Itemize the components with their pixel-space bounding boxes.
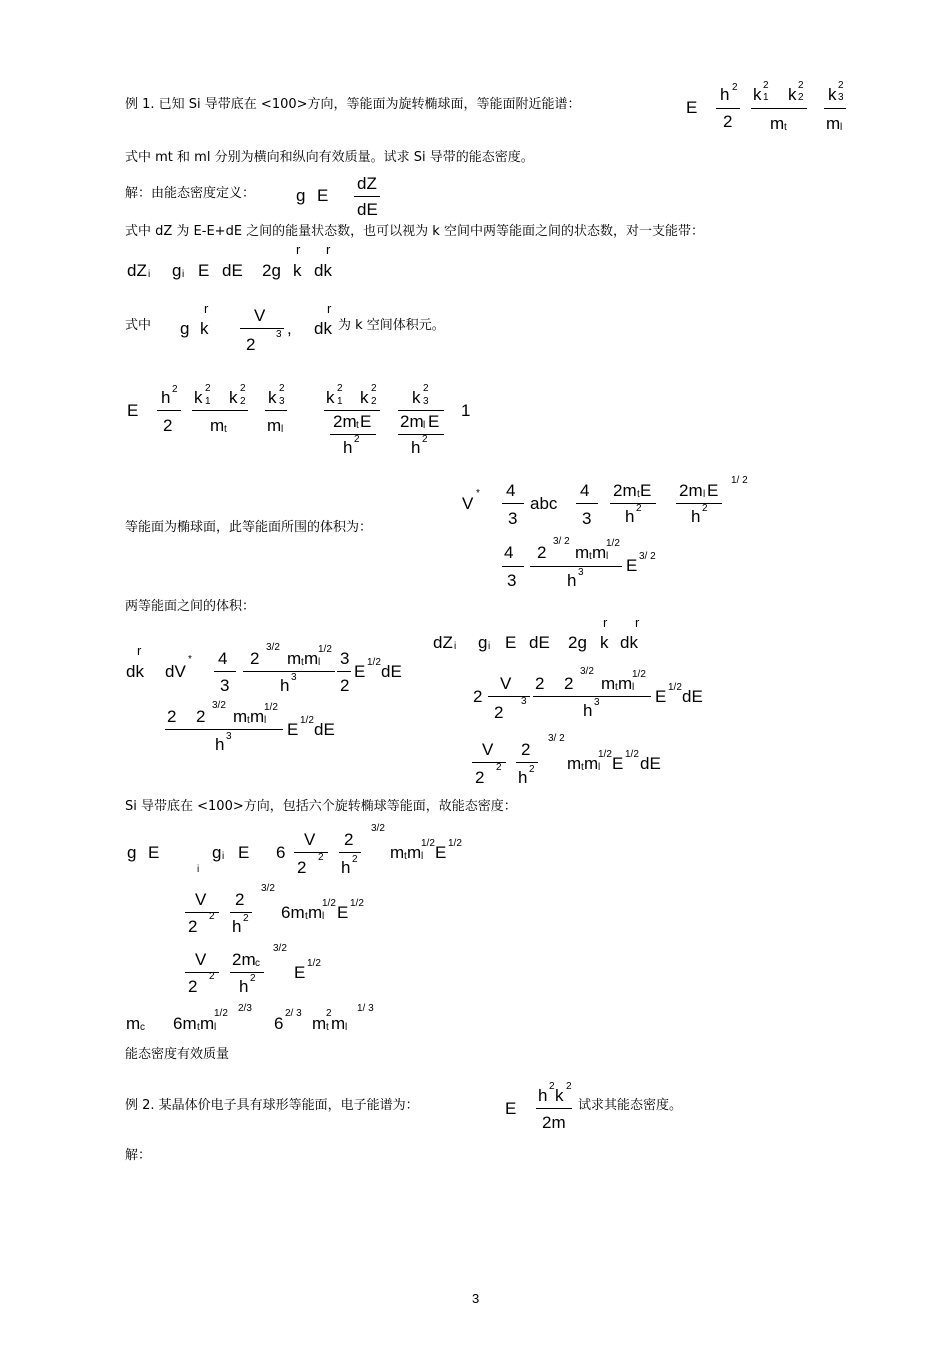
ex2-statement: 例 2. 某晶体价电子具有球形等能面，电子能谱为： [125, 1098, 419, 1113]
ex1-ellipsoid-volume-text: 等能面为椭球面，此等能面所围的体积为： [125, 520, 373, 535]
ex1-dz-line: 式中 dZ 为 E-E+dE 之间的能量状态数，也可以视为 k 空间中两等能面之间的状态数，对一支能带： [125, 224, 704, 239]
ex2-solution-start: 解： [125, 1148, 152, 1163]
ex1-six-ellipsoids-text: Si 导带底在 <100>方向，包括六个旋转椭球等能面，故能态密度： [125, 799, 517, 814]
ex1-volume-between-text: 两等能面之间的体积： [125, 599, 256, 614]
ex1-statement: 例 1. 已知 Si 导带底在 <100>方向，等能面为旋转椭球面，等能面附近能谱： [125, 97, 581, 112]
page-number: 3 [472, 1291, 480, 1306]
ex1-solution-start: 解：由能态密度定义： [125, 186, 256, 201]
ex1-gk-line-suffix: 为 k 空间体积元。 [338, 318, 445, 333]
ex1-effective-mass-label: 能态密度有效质量 [125, 1047, 230, 1062]
ex1-masses-line: 式中 mt 和 ml 分别为横向和纵向有效质量。试求 Si 导带的能态密度。 [125, 150, 534, 165]
ex2-statement-tail: 试求其能态密度。 [578, 1098, 683, 1113]
ex1-gk-line-prefix: 式中 [125, 318, 152, 333]
